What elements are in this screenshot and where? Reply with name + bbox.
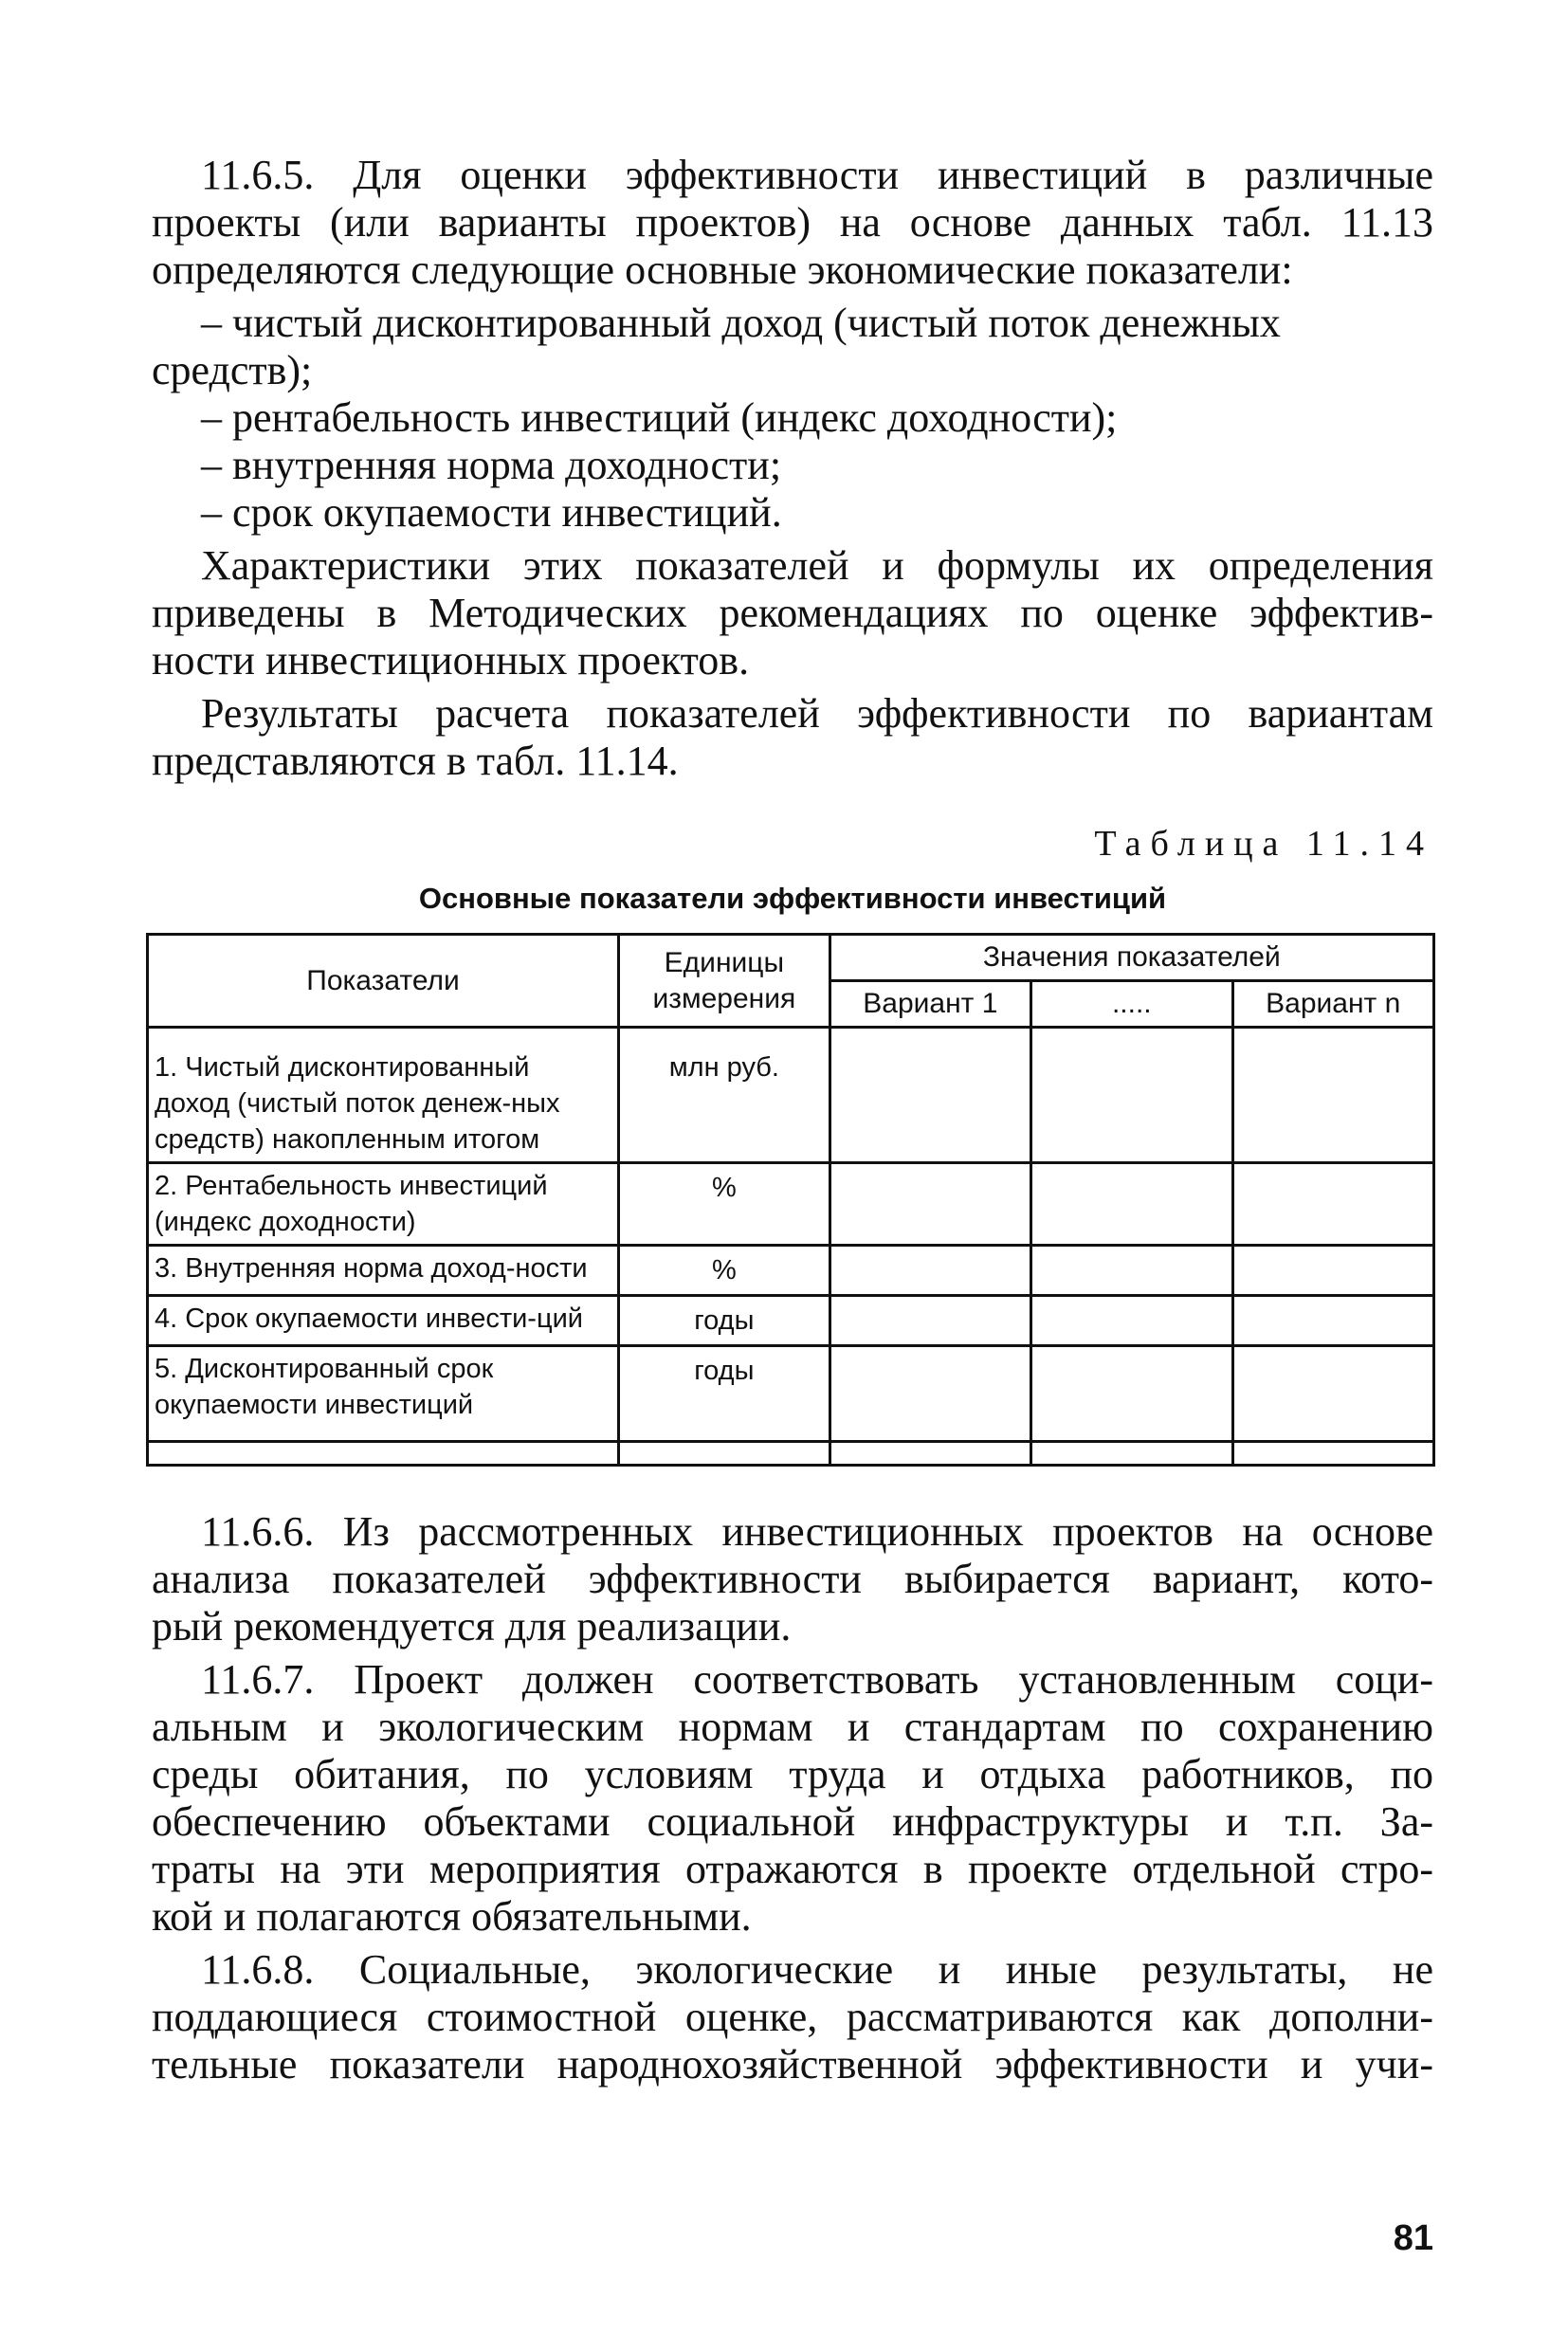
document-page <box>152 152 1433 2094</box>
header-variant-n: Вариант n <box>1232 981 1433 1028</box>
page-number: 81 <box>1393 2218 1433 2258</box>
text-line: Результаты расчета показателей эффективности по вариантам <box>201 690 1433 737</box>
value-cell <box>830 1163 1030 1246</box>
list-item: – чистый дисконтированный доход (чистый поток денежных <box>201 300 1281 346</box>
text-line: 11.6.6. Из рассмотренных инвестиционных проектов на основе <box>201 1508 1433 1555</box>
value-cell <box>830 1346 1030 1442</box>
table-row <box>148 1296 1434 1346</box>
table-row <box>148 1028 1434 1163</box>
value-cell <box>1031 1346 1232 1442</box>
text-line: кой и полагаются обязательными. <box>152 1893 752 1940</box>
header-ellipsis: ..... <box>1031 981 1232 1028</box>
value-cell <box>1232 1246 1433 1296</box>
header-indicators: Показатели <box>148 935 619 1028</box>
table-caption: Таблица 11.14 <box>1094 824 1433 864</box>
indicator-cell: 2. Рентабельность инвестиций (индекс доходности) <box>148 1163 619 1246</box>
header-values: Значения показателей <box>830 935 1433 981</box>
paragraph-results <box>152 690 1433 785</box>
paragraph-11-6-5 <box>152 152 1433 294</box>
text-line: тельные показатели народнохозяйственной эффективности и учи- <box>152 2041 1433 2088</box>
table-title: Основные показатели эффективности инвестиций <box>418 882 1167 915</box>
value-cell <box>1232 1346 1433 1442</box>
indicators-table <box>146 933 1435 1467</box>
value-cell <box>1232 1163 1433 1246</box>
table-row <box>148 1346 1434 1442</box>
table-bottom-row <box>148 1442 1434 1466</box>
text-line: 11.6.7. Проект должен соответствовать установленным соци- <box>201 1656 1433 1703</box>
text-line: обеспечению объектами социальной инфраструктуры и т.п. За- <box>152 1798 1433 1845</box>
indicator-cell: 5. Дисконтированный срок окупаемости инвестиций <box>148 1346 619 1442</box>
value-cell <box>1232 1028 1433 1163</box>
value-cell <box>1031 1028 1232 1163</box>
indicator-cell: 3. Внутренняя норма доход-ности <box>148 1246 619 1296</box>
text-line: рый рекомендуется для реализации. <box>152 1603 792 1650</box>
value-cell <box>830 1296 1030 1346</box>
text-line: траты на эти мероприятия отражаются в проекте отдельной стро- <box>152 1846 1433 1892</box>
text-line: 11.6.8. Социальные, экологические и иные результаты, не <box>201 1946 1433 1993</box>
paragraph-characteristics <box>152 542 1433 684</box>
text-line: приведены в Методических рекомендациях по оценке эффектив- <box>152 590 1433 636</box>
text-line: анализа показателей эффективности выбирается вариант, кото- <box>152 1556 1433 1602</box>
text-line: Характеристики этих показателей и формулы их определения <box>201 542 1433 589</box>
unit-cell: % <box>619 1246 830 1296</box>
text-line: проекты (или варианты проектов) на основе данных табл. 11.13 <box>152 199 1433 246</box>
text-line: альным и экологическим нормам и стандартам по сохранению <box>152 1704 1433 1750</box>
list-item-continuation: средств); <box>152 347 313 393</box>
table-row <box>148 1246 1434 1296</box>
list-item: – срок окупаемости инвестиций. <box>201 489 782 536</box>
paragraph-11-6-8 <box>152 1946 1433 2088</box>
value-cell <box>830 1028 1030 1163</box>
text-line: представляются в табл. 11.14. <box>152 738 679 784</box>
value-cell <box>1232 1296 1433 1346</box>
value-cell <box>1031 1246 1232 1296</box>
table-row <box>148 1163 1434 1246</box>
value-cell <box>1031 1163 1232 1246</box>
unit-cell: годы <box>619 1346 830 1442</box>
header-variant-1: Вариант 1 <box>830 981 1030 1028</box>
value-cell <box>1031 1296 1232 1346</box>
indicator-cell: 1. Чистый дисконтированный доход (чистый поток денеж-ных средств) накопленным итогом <box>148 1028 619 1163</box>
header-units: Единицы измерения <box>619 935 830 1028</box>
list-item: – рентабельность инвестиций (индекс доходности); <box>201 394 1118 441</box>
text-line: 11.6.5. Для оценки эффективности инвестиций в различные <box>201 152 1433 198</box>
paragraph-11-6-7 <box>152 1656 1433 1941</box>
indicator-list <box>152 300 1433 537</box>
value-cell <box>830 1246 1030 1296</box>
paragraph-11-6-6 <box>152 1508 1433 1650</box>
list-item: – внутренняя норма доходности; <box>201 442 782 488</box>
unit-cell: годы <box>619 1296 830 1346</box>
unit-cell: млн руб. <box>619 1028 830 1163</box>
text-line: среды обитания, по условиям труда и отдыха работников, по <box>152 1751 1433 1797</box>
text-line: определяются следующие основные экономические показатели: <box>152 246 1293 293</box>
text-line: поддающиеся стоимостной оценке, рассматриваются как дополни- <box>152 1994 1433 2040</box>
unit-cell: % <box>619 1163 830 1246</box>
table-header-row <box>148 935 1434 981</box>
indicator-cell: 4. Срок окупаемости инвести-ций <box>148 1296 619 1346</box>
text-line: ности инвестиционных проектов. <box>152 637 750 684</box>
